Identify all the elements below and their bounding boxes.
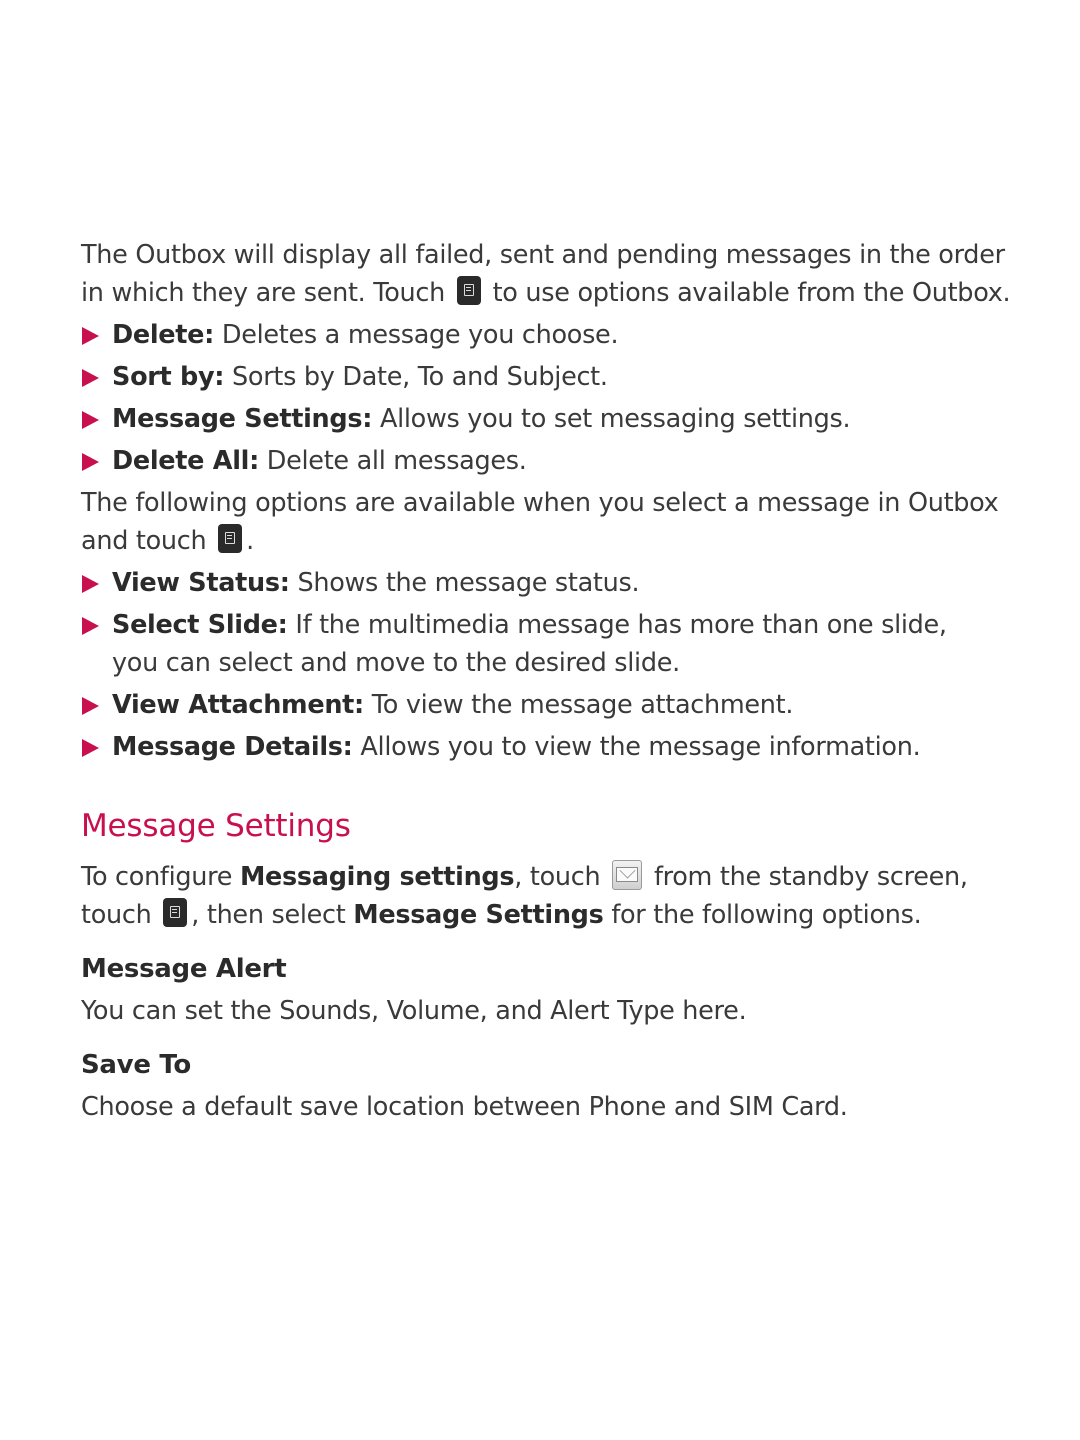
option-desc: Allows you to set messaging settings. <box>379 404 851 434</box>
option-desc: Allows you to view the message information. <box>360 732 921 762</box>
menu-key-icon <box>218 524 242 553</box>
bullet-arrow-icon <box>82 411 99 429</box>
list-item <box>81 358 1001 396</box>
option-term: Select Slide: <box>112 610 288 640</box>
settings-p2c: Message Settings <box>353 900 604 930</box>
page-content <box>81 236 1011 1130</box>
following-line2b: . <box>246 526 254 556</box>
option-term: Sort by: <box>112 362 225 392</box>
settings-p1b: Messaging settings <box>239 862 515 892</box>
save-to-text: Choose a default save location between Phone and SIM Card. <box>81 1092 848 1122</box>
settings-intro <box>81 858 1001 934</box>
outbox-intro <box>81 236 1011 312</box>
bullet-arrow-icon <box>82 575 99 593</box>
bullet-arrow-icon <box>82 739 99 757</box>
option-term: Delete All: <box>112 446 259 476</box>
following-line1: The following options are available when you select a message in Outbox <box>81 488 999 518</box>
list-item <box>81 728 1001 766</box>
following-options-intro <box>81 484 1001 560</box>
settings-p1a: To configure <box>81 862 233 892</box>
list-item <box>81 316 1001 354</box>
settings-p2b: , then select <box>191 900 346 930</box>
list-item <box>81 686 1001 724</box>
option-desc: To view the message attachment. <box>371 690 794 720</box>
list-item <box>81 400 1001 438</box>
outbox-intro-line2b: to use options available from the Outbox. <box>492 278 1011 308</box>
list-item <box>81 606 992 682</box>
message-alert-title: Message Alert <box>81 954 287 984</box>
settings-p2d: for the following options. <box>611 900 922 930</box>
section-title: Message Settings <box>81 808 351 844</box>
bullet-arrow-icon <box>82 697 99 715</box>
bullet-arrow-icon <box>82 453 99 471</box>
settings-p2a: touch <box>81 900 152 930</box>
option-term: Message Details: <box>112 732 353 762</box>
list-item <box>81 564 1001 602</box>
settings-p1c: , touch <box>514 862 601 892</box>
option-term: Message Settings: <box>112 404 373 434</box>
menu-key-icon <box>457 276 481 305</box>
menu-key-icon <box>163 898 187 927</box>
bullet-arrow-icon <box>82 327 99 345</box>
option-term: Delete: <box>112 320 215 350</box>
option-desc: Sorts by Date, To and Subject. <box>232 362 608 392</box>
option-desc: Delete all messages. <box>266 446 527 476</box>
bullet-arrow-icon <box>82 369 99 387</box>
following-line2a: and touch <box>81 526 207 556</box>
message-alert-text: You can set the Sounds, Volume, and Alert Type here. <box>81 996 747 1026</box>
option-term: View Attachment: <box>112 690 364 720</box>
option-desc: Shows the message status. <box>297 568 640 598</box>
option-desc: Deletes a message you choose. <box>221 320 619 350</box>
save-to-title: Save To <box>81 1050 191 1080</box>
outbox-options-list <box>81 316 1001 480</box>
list-item <box>81 442 1001 480</box>
message-options-list <box>81 564 1001 766</box>
outbox-intro-line2a: in which they are sent. Touch <box>81 278 445 308</box>
bullet-arrow-icon <box>82 617 99 635</box>
messaging-envelope-icon <box>612 860 642 890</box>
option-term: View Status: <box>112 568 290 598</box>
settings-p1d: from the standby screen, <box>653 862 968 892</box>
option-desc: If the multimedia message has more than one slide, you can select and move to the desired slide. <box>112 610 947 678</box>
outbox-intro-line1: The Outbox will display all failed, sent and pending messages in the order <box>81 240 1005 270</box>
